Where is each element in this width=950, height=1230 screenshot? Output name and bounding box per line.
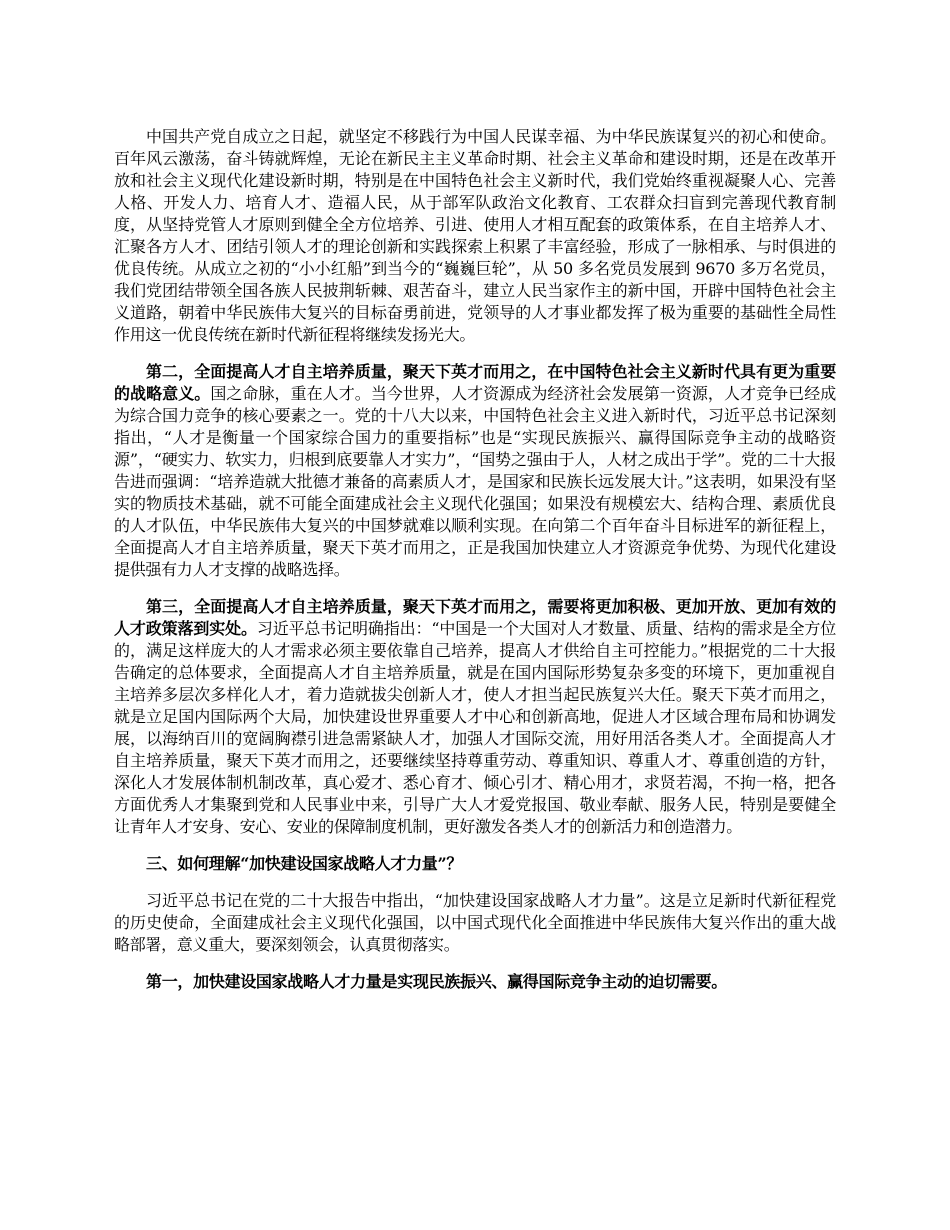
paragraph-5-lead: 第一，加快建设国家战略人才力量是实现民族振兴、赢得国际竞争主动的迫切需要。 <box>146 972 727 991</box>
paragraph-gap <box>114 581 836 596</box>
paragraph-gap <box>114 346 836 361</box>
paragraph-gap <box>114 875 836 890</box>
paragraph-3-lead: 第三，全面提高人才自主培养质量，聚天下英才而用之，需要将更加积极、更加开放、更加有效的人才政策落到实处。 <box>114 597 836 638</box>
document-body <box>114 126 836 993</box>
paragraph-3 <box>114 596 836 838</box>
paragraph-2-lead: 第二，全面提高人才自主培养质量，聚天下英才而用之，在中国特色社会主义新时代具有更为重要的战略意义。 <box>114 362 836 403</box>
paragraph-3-text: 习近平总书记明确指出：“中国是一个大国对人才数量、质量、结构的需求是全方位的，满足这样庞大的人才需求必须主要依靠自己培养，提高人才供给自主可控能力。”根据党的二十大报告确定的总体要求，全面提高人才自主培养质量，就是在国内国际形势复杂多变的环境下，更加重视自主培养多层次多样化人才，着力造就拔尖创新人才，使人才担当起民族复兴大任。聚天下英才而用之，就是立足国内国际两个大局，加快建设世界重要人才中心和创新高地，促进人才区域合理布局和协调发展，以海纳百川的宽阔胸襟引进急需紧缺人才，加强人才国际交流，用好用活各类人才。全面提高人才自主培养质量，聚天下英才而用之，还要继续坚持尊重劳动、尊重知识、尊重人才、尊重创造的方针，深化人才发展体制机制改革，真心爱才、悉心育才、倾心引才、精心用才，求贤若渴，不拘一格，把各方面优秀人才集聚到党和人民事业中来，引导广大人才爱党报国、敬业奉献、服务人民，特别是要健全让青年人才安身、安心、安业的保障制度机制，更好激发各类人才的创新活力和创造潜力。 <box>114 619 836 836</box>
paragraph-1: 中国共产党自成立之日起，就坚定不移践行为中国人民谋幸福、为中华民族谋复兴的初心和使命。百年风云激荡，奋斗铸就辉煌，无论在新民主主义革命时期、社会主义革命和建设时期，还是在改革开放和社会主义现代化建设新时期，特别是在中国特色社会主义新时代，我们党始终重视凝聚人心、完善人格、开发人力、培育人才、造福人民，从于部军队政治文化教育、工农群众扫盲到完善现代教育制度，从坚持党管人才原则到健全全方位培养、引进、使用人才相互配套的政策体系，在自主培养人才、汇聚各方人才、团结引领人才的理论创新和实践探索上积累了丰富经验，形成了一脉相承、与时俱进的优良传统。从成立之初的“小小红船”到当今的“巍巍巨轮”，从 50 多名党员发展到 9670 多万名党员，我们党团结带领全国各族人民披荆斩棘、艰苦奋斗，建立人民当家作主的新中国，开辟中国特色社会主义道路，朝着中华民族伟大复兴的目标奋勇前进，党领导的人才事业都发挥了极为重要的基础性全局性作用这一优良传统在新时代新征程将继续发扬光大。 <box>114 127 836 344</box>
paragraph-2-text: 国之命脉，重在人才。当今世界，人才资源成为经济社会发展第一资源，人才竞争已经成为综合国力竞争的核心要素之一。党的十八大以来，中国特色社会主义进入新时代，习近平总书记深刻指出，“人才是衡量一个国家综合国力的重要指标”也是“实现民族振兴、赢得国际竞争主动的战略资源”，“硬实力、软实力，归根到底要靠人才实力”，“国势之强由于人，人材之成出于学”。党的二十大报告进而强调：“培养造就大批德才兼备的高素质人才，是国家和民族长远发展大计。”这表明，如果没有坚实的物质技术基础，就不可能全面建成社会主义现代化强国；如果没有规模宏大、结构合理、素质优良的人才队伍，中华民族伟大复兴的中国梦就难以顺利实现。在向第二个百年奋斗目标进军的新征程上，全面提高人才自主培养质量，聚天下英才而用之，正是我国加快建立人才资源竞争优势、为现代化建设提供强有力人才支撑的战略选择。 <box>114 384 836 579</box>
paragraph-2 <box>114 361 836 581</box>
section-heading-3: 三、如何理解“加快建设国家战略人才力量”？ <box>146 854 463 873</box>
paragraph-4: 习近平总书记在党的二十大报告中指出，“加快建设国家战略人才力量”。这是立足新时代新征程党的历史使命，全面建成社会主义现代化强国，以中国式现代化全面推进中华民族伟大复兴作出的重大战略部署，意义重大，要深刻领会，认真贯彻落实。 <box>114 891 836 954</box>
paragraph-gap <box>114 956 836 971</box>
paragraph-gap <box>114 838 836 853</box>
